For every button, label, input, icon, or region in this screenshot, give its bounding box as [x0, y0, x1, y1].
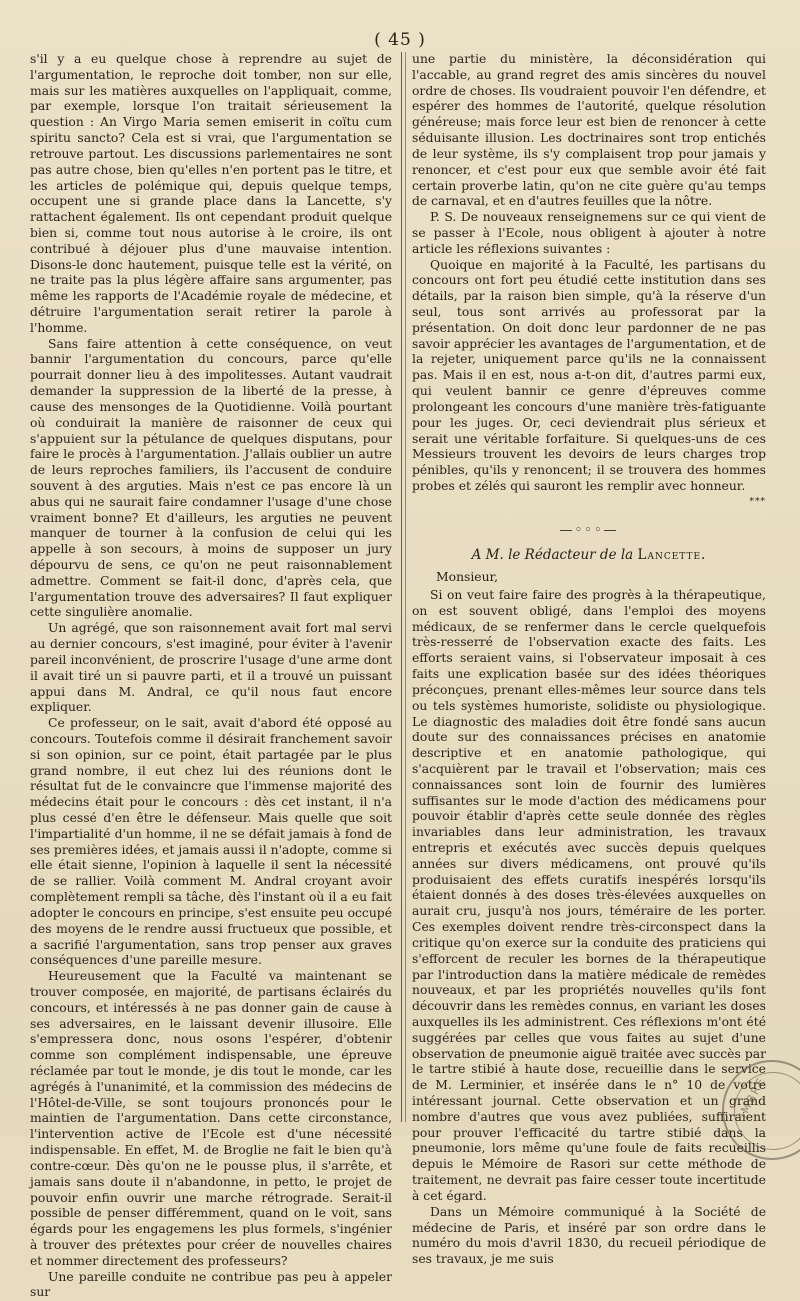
letter-paragraph: Dans un Mémoire communiqué à la Société de médecine de Paris, et inséré par son ordre dans le numéro du mois d'avril 1830, du recueil périodique de ses travaux, je me suis	[412, 1204, 766, 1267]
article-paragraph: Heureusement que la Faculté va maintenant se trouver composée, en majorité, de partisans éclairés du concours, et intéressés à ne pas donner gain de cause à ses adversaires, en le laissant devenir illusoire. Elle s'empressera donc, nous osons l'espérer, d'obtenir comme son complément indispensable, une épreuve réclamée par tout le monde, je dis tout le monde, car les agrégés à l'unanimité, et la commission des médecins de l'Hôtel-de-Ville, se sont toujours prononcés pour le maintien de l'argumentation. Dans cette circonstance, l'intervention active de l'Ecole est d'une nécessité indispensable. En effet, M. de Broglie ne fait le bien qu'à contre-cœur. Dès qu'on ne le pousse plus, il s'arrête, et jamais sans doute il n'abandonne, in petto, le projet de pouvoir enfin ouvrir une marche rétrograde. Serait-il possible de penser différemment, quand on le voit, sans égards pour les engagemens les plus formels, s'ingénier à trouver des prétextes pour créer de nouvelles chaires et nommer directement des professeurs?	[30, 969, 392, 1268]
letter-paragraph: Si on veut faire faire des progrès à la thérapeutique, on est souvent obligé, dans l'emploi des moyens médicaux, de se renfermer dans le cercle quelquefois très-resserré de l'observation exacte des faits. Les efforts seraient vains, si l'observateur imposait à ces faits une explication basée sur des idées théoriques préconçues, prenant elles-mêmes leur source dans tels ou tels systèmes humoriste, solidiste ou physiologique. Le diagnostic des maladies doit être fondé sans aucun doute sur des connaissances précises en anatomie descriptive et en anatomie pathologique, qui s'acquièrent par le travail et l'observation; mais ces connaissances sont loin de fournir des lumières suffisantes sur le mode d'action des médicamens pour pouvoir établir d'après cette seule donnée des règles invariables dans leur administration, les travaux entrepris et exécutés avec succès depuis quelques années sur divers médicamens, ont prouvé qu'ils produisaient des effets curatifs inespérés lorsqu'ils étaient donnés à des doses très-élevées auxquelles on aurait cru, jusqu'à nos jours, téméraire de les porter. Ces exemples doivent rendre très-circonspect dans la critique qu'on exerce sur la conduite des praticiens qui s'efforcent de reculer les bornes de la thérapeutique par l'introduction dans la matière médicale de remèdes nouveaux, et par les propriétés nouvelles qu'ils font découvrir dans les remèdes connus, en variant les doses auxquelles ils les administrent. Ces réflexions m'ont été suggérées par celles que vous faites au sujet d'une observation de pneumonie aiguë traitée avec succès par le tartre stibié à haute dose, recueillie dans le service de M. Lerminier, et insérée dans le n° 10 de votre intéressant journal. Cette observation et un grand nombre d'autres que vous avez publiées, suffiraient pour prouver l'efficacité du tartre stibié dans la pneumonie, lors même qu'une foule de faits recueillis depuis le Mémoire de Rasori sur cette méthode de traitement, ne devrait pas faire cesser toute incertitude à cet égard.	[412, 588, 766, 1203]
signature-asterisks: ***	[749, 496, 766, 507]
page-number: ( 45 )	[374, 30, 426, 50]
column-rule-secondary	[405, 52, 406, 1122]
article-paragraph: Quoique en majorité à la Faculté, les partisans du concours ont fort peu étudié cette institution dans ses détails, par la raison bien simple, qu'à la réserve d'un seul, tous sont arrivés au professorat par la présentation. On doit donc leur pardonner de ne pas savoir apprécier les avantages de l'argumentation, et de la rejeter, uniquement parce qu'ils ne la connaissent pas. Mais il en est, nous a-t-on dit, d'autres parmi eux, qui veulent bannir ce genre d'épreuves comme prolongeant les concours d'une manière très-fatiguante pour les juges. Or, ceci deviendrait plus sérieux et serait une véritable forfaiture. Si quelques-uns de ces Messieurs trouvent les devoirs de leurs charges trop pénibles, qu'ils y renoncent; il se trouvera des hommes probes et zélés qui sauront les remplir avec honneur.	[412, 257, 766, 493]
postscript-paragraph: P. S. De nouveaux renseignemens sur ce qui vient de se passer à l'Ecole, nous obligent à ajouter à notre article les réflexions suivantes :	[412, 210, 766, 256]
column-rule	[401, 52, 402, 1122]
letter-heading	[412, 548, 766, 564]
library-stamp-text: IMBRE	[736, 1074, 769, 1121]
article-paragraph: Sans faire attention à cette conséquence, on veut bannir l'argumentation du concours, parce qu'elle pourrait donner lieu à des impolitesses. Autant vaudrait demander la suppression de la liberté de la presse, à cause des mensonges de la Quotidienne. Voilà pourtant où conduirait la manière de raisonner de ceux qui s'appuient sur la pétulance de quelques disputans, pour faire le procès à l'argumentation. J'allais oublier un autre de leurs reproches familiers, ils l'accusent de conduire souvent à des arguties. Mais n'est ce pas encore là un abus qui ne saurait faire condamner l'usage d'une chose vraiment bonne? Et d'ailleurs, les arguties ne peuvent manquer de tourner à la confusion de celui qui les appelle à son secours, à moins de supposer un jury dépourvu de sens, ce qu'on ne peut raisonnablement admettre. Comment se fait-il donc, d'après cela, que l'argumentation trouve des adversaires? Il faut expliquer cette singulière anomalie.	[30, 336, 392, 620]
article-paragraph: Ce professeur, on le sait, avait d'abord été opposé au concours. Toutefois comme il désirait franchement savoir si son opinion, sur ce point, était partagée par le plus grand nombre, il eut chez lui des réunions dont le résultat fut de le convaincre que l'immense majorité des médecins était pour le concours : dès cet instant, il n'a plus cessé d'en être le défenseur. Mais quelle que soit l'impartialité d'un homme, il ne se défait jamais à fond de ses premières idées, et jamais aussi il n'adopte, comme si elle était sienne, l'opinion à laquelle il sent la nécessité de se rallier. Voilà comment M. Andral croyant avoir complètement rempli sa tâche, dès l'instant où il a eu fait adopter le concours en principe, s'est ensuite peu occupé des moyens de le rendre aussi fructueux que possible, et a sacrifié l'argumentation, sans trop penser aux graves conséquences d'une pareille mesure.	[30, 716, 392, 968]
right-column	[412, 52, 766, 1268]
article-paragraph: Un agrégé, que son raisonnement avait fort mal servi au dernier concours, s'est imaginé, pour éviter à l'avenir pareil inconvénient, de proscrire l'usage d'une arme dont il avait tiré un si pauvre parti, et il a trouvé un puissant appui dans M. Andral, ce qu'il nous faut encore expliquer.	[30, 621, 392, 715]
article-paragraph: s'il y a eu quelque chose à reprendre au sujet de l'argumentation, le reproche doit tomber, non sur elle, mais sur les matières auxquelles on l'appliquait, comme, par exemple, lorsque l'on traitait sérieusement la question : An Virgo Maria semen emiserit in coïtu cum spiritu sancto? Cela est si vrai, que l'argumentation se retrouve partout. Les discussions parlementaires ne sont pas autre chose, bien qu'elles n'en portent pas le titre, et les articles de polémique qui, depuis quelque temps, occupent une si grande place dans la Lancette, s'y rattachent également. Ils ont cependant produit quelque bien si, comme tout nous autorise à le croire, ils ont contribué à déjouer plus d'une mauvaise intention. Disons-le donc hautement, puisque telle est la vérité, on ne traite pas la plus légère affaire sans argumenter, pas même les rapports de l'Académie royale de médecine, et détruire l'argumentation serait retirer la parole à l'homme.	[30, 52, 392, 335]
journal-name: Lancette.	[637, 547, 707, 564]
section-ornament: —◦◦◦—	[559, 522, 619, 538]
article-paragraph: Une pareille conduite ne contribue pas peu à appeler sur	[30, 1269, 392, 1300]
article-paragraph: une partie du ministère, la déconsidération qui l'accable, au grand regret des amis sincères du nouvel ordre de choses. Ils voudraient pouvoir l'en défendre, et espérer des hommes de l'autorité, quelque résolution généreuse; mais force leur est bien de renoncer à cette séduisante illusion. Les doctrinaires sont trop entichés de leur système, ils s'y complaisent trop pour jamais y renoncer, et c'est pour eux que semble avoir été fait certain proverbe latin, qu'on ne cite guère qu'au temps de carnaval, et en d'autres feuilles que la nôtre.	[412, 52, 766, 209]
letter-heading-prefix: A M. le Rédacteur de la	[471, 547, 634, 564]
left-column	[30, 52, 392, 1301]
letter-salutation: Monsieur,	[436, 570, 499, 585]
